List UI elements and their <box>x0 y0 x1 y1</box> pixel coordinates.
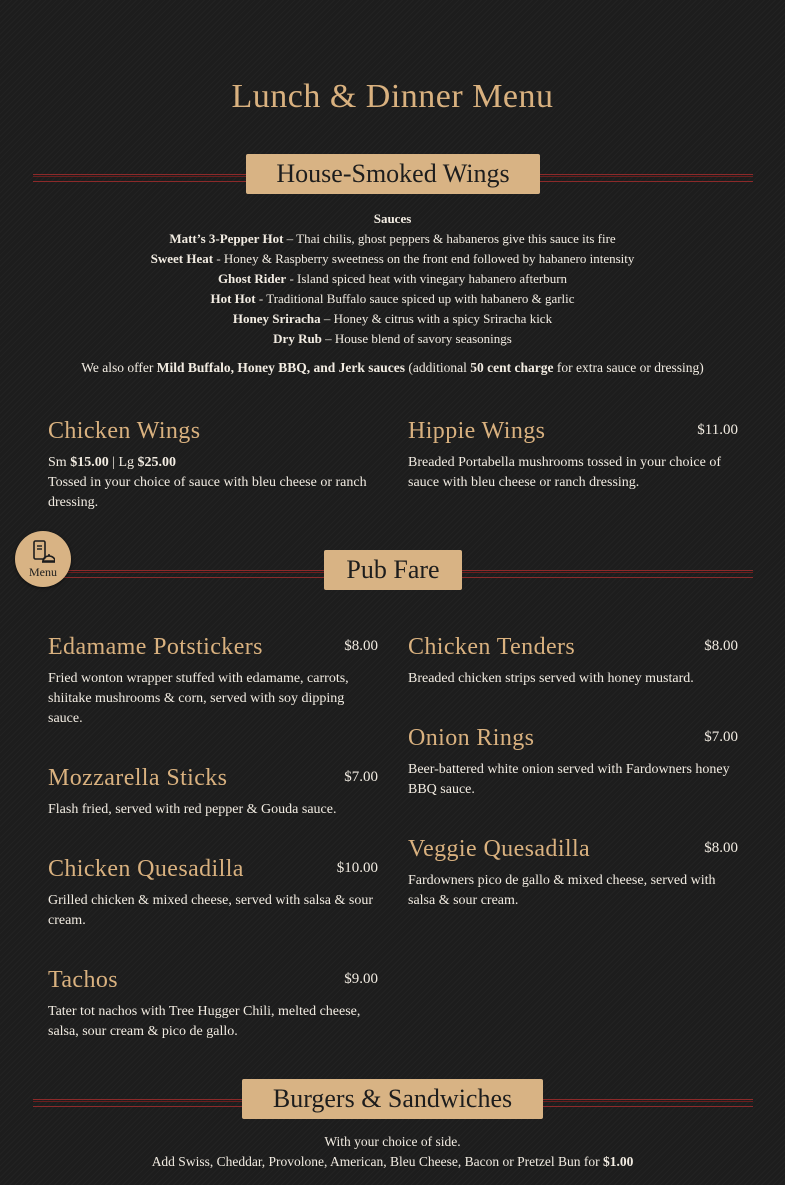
item-name: Onion Rings <box>408 725 535 751</box>
item-sizes: Sm $15.00 | Lg $25.00 <box>48 455 177 470</box>
extra-sauce-note: We also offer Mild Buffalo, Honey BBQ, and Jerk sauces (additional 50 cent charge for extra sauce or dressing) <box>81 360 704 375</box>
sauces-heading: Sauces <box>373 211 412 226</box>
item-desc: Fardowners pico de gallo & mixed cheese, served with salsa & sour cream. <box>408 873 716 908</box>
item-price: $7.00 <box>344 769 378 785</box>
item-name: Edamame Potstickers <box>48 634 263 660</box>
item-desc: Beer-battered white onion served with Fardowners honey BBQ sauce. <box>408 762 730 797</box>
menu-item-chicken-tenders <box>408 634 738 689</box>
item-price: $7.00 <box>704 729 738 745</box>
item-price: $8.00 <box>704 840 738 856</box>
item-price: $8.00 <box>704 638 738 654</box>
item-name: Hippie Wings <box>408 418 546 444</box>
menu-item-edamame-potstickers <box>48 634 378 729</box>
menu-item-chicken-quesadilla <box>48 856 378 931</box>
sauce-item: Ghost Rider - Island spiced heat with vinegary habanero afterburn <box>217 271 568 286</box>
sauce-item: Matt’s 3-Pepper Hot – Thai chilis, ghost peppers & habaneros give this sauce its fire <box>169 231 616 246</box>
item-name: Veggie Quesadilla <box>408 836 591 862</box>
item-price: $8.00 <box>344 638 378 654</box>
menu-item-mozzarella-sticks <box>48 765 378 820</box>
item-desc: Fried wonton wrapper stuffed with edamame, carrots, shiitake mushrooms & corn, served with soy dipping sauce. <box>48 671 349 726</box>
item-price: $11.00 <box>697 422 738 438</box>
item-desc: Flash fried, served with red pepper & Gouda sauce. <box>48 802 337 817</box>
item-price: $9.00 <box>344 971 378 987</box>
sauce-item: Sweet Heat - Honey & Raspberry sweetness on the front end followed by habanero intensity <box>150 251 635 266</box>
sauce-item: Dry Rub – House blend of savory seasonings <box>273 331 512 346</box>
item-name: Chicken Wings <box>48 418 201 444</box>
item-name: Chicken Tenders <box>408 634 576 660</box>
section-heading-burgers: Burgers & Sandwiches <box>242 1079 543 1119</box>
menu-item-veggie-quesadilla <box>408 836 738 911</box>
sauce-item: Honey Sriracha – Honey & citrus with a spicy Sriracha kick <box>232 311 553 326</box>
section-heading-wings: House-Smoked Wings <box>246 154 540 194</box>
item-name: Tachos <box>48 967 119 993</box>
burgers-side-note: With your choice of side. <box>324 1134 461 1149</box>
item-desc: Breaded Portabella mushrooms tossed in your choice of sauce with bleu cheese or ranch dressing. <box>408 455 721 490</box>
sauce-item: Hot Hot - Traditional Buffalo sauce spiced up with habanero & garlic <box>210 291 575 306</box>
sauces-list <box>0 209 785 349</box>
menu-item-chicken-wings <box>48 418 378 513</box>
item-price: $10.00 <box>336 860 378 876</box>
section-heading-pub-fare: Pub Fare <box>324 550 462 590</box>
menu-button[interactable] <box>15 531 71 587</box>
item-desc: Tater tot nachos with Tree Hugger Chili, melted cheese, salsa, sour cream & pico de gallo. <box>48 1004 361 1039</box>
item-desc: Grilled chicken & mixed cheese, served with salsa & sour cream. <box>48 893 374 928</box>
menu-item-onion-rings <box>408 725 738 800</box>
item-name: Mozzarella Sticks <box>48 765 228 791</box>
item-desc: Sm $15.00 | Lg $25.00 Tossed in your choice of sauce with bleu cheese or ranch dressing. <box>48 453 378 513</box>
menu-card-icon <box>31 540 55 566</box>
burgers-addon-note: Add Swiss, Cheddar, Provolone, American, Bleu Cheese, Bacon or Pretzel Bun for $1.00 <box>151 1154 634 1169</box>
item-name: Chicken Quesadilla <box>48 856 244 882</box>
item-desc: Breaded chicken strips served with honey mustard. <box>408 671 694 686</box>
page-title: Lunch & Dinner Menu <box>231 78 554 115</box>
menu-item-tachos <box>48 967 378 1042</box>
menu-button-label: Menu <box>29 565 57 579</box>
menu-item-hippie-wings <box>408 418 738 493</box>
